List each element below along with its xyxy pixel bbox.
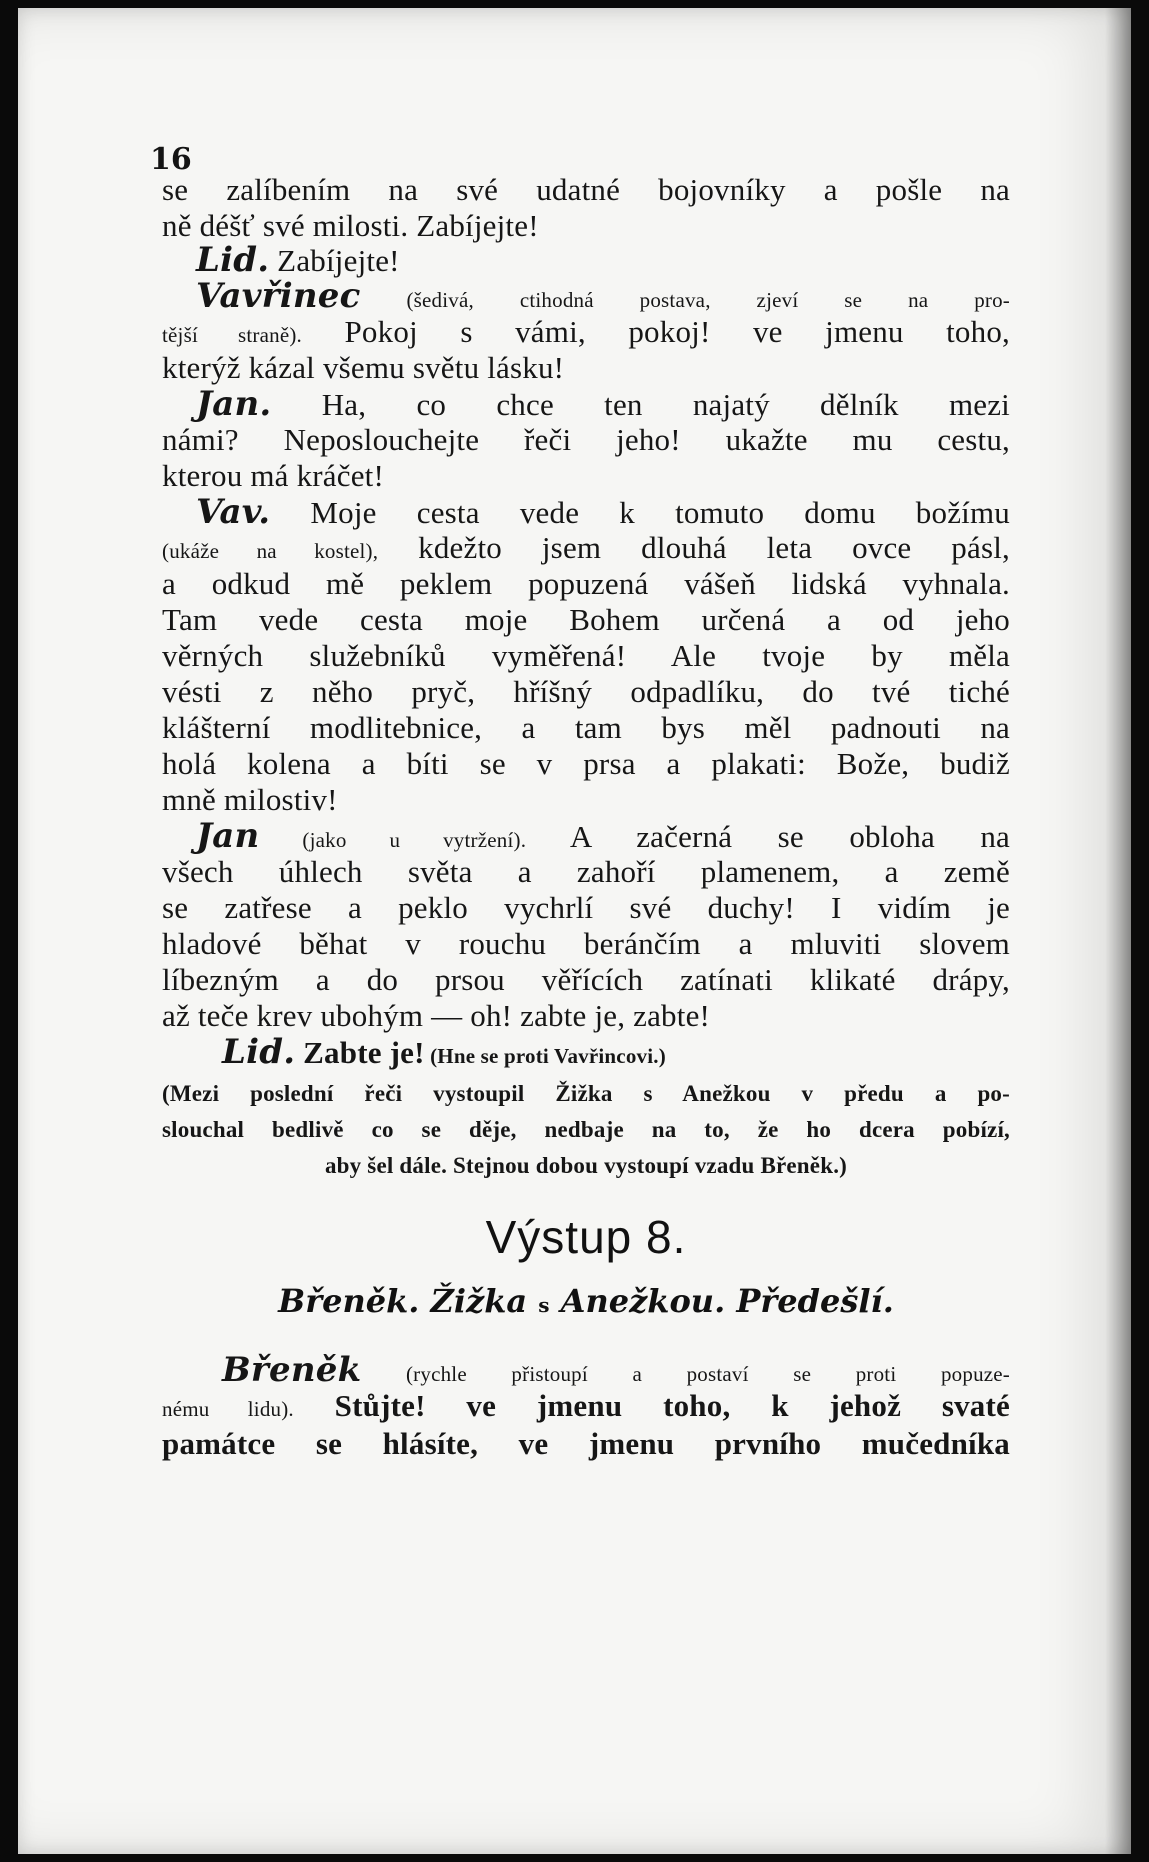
stage-direction: (jako u vytržení).: [259, 828, 527, 852]
text-line: věrných služebníků vyměřená! Ale tvoje by měla: [162, 638, 1010, 673]
stage-direction: nému lidu).: [162, 1397, 294, 1421]
speaker-label: Jan.: [196, 384, 272, 424]
text-line: ně déšť své milosti. Zabíjejte!: [162, 208, 539, 243]
text-line: líbezným a do prsou věřících zatínati klikaté drápy,: [162, 962, 1010, 997]
character-name: Předešlí.: [736, 1282, 894, 1320]
text-line: Lid. Zabíjejte!: [196, 240, 400, 280]
text-line: klášterní modlitebnice, a tam bys měl padnouti na: [162, 710, 1010, 745]
text-line: Jan (jako u vytržení). A začerná se obloha na: [196, 816, 1010, 856]
speaker-label: Vav.: [196, 492, 271, 532]
dramatis-personae: [162, 1282, 1010, 1320]
character-name: Žižka: [430, 1282, 528, 1320]
speaker-label: Lid.: [196, 240, 270, 280]
text-line: vésti z něho pryč, hříšný odpadlíku, do tvé tiché: [162, 674, 1010, 709]
text-line: [162, 1352, 1010, 1392]
stage-direction: (rychle přistoupí a postaví se proti popuze-: [361, 1362, 1010, 1386]
text-line: (ukáže na kostel), kdežto jsem dlouhá leta ovce pásl,: [162, 530, 1010, 565]
text-line: námi? Neposlouchejte řeči jeho! ukažte mu cestu,: [162, 422, 1010, 457]
stage-note-line: (Mezi poslední řeči vystoupil Žižka s Anežkou v předu a po-: [162, 1081, 1010, 1106]
speaker-label: Břeněk: [222, 1350, 362, 1390]
conjunction: s: [538, 1293, 550, 1317]
stage-direction: (Hne se proti Vavřincovi.): [424, 1044, 666, 1068]
text-line: kterou má kráčet!: [162, 458, 385, 493]
speaker-label: Jan: [196, 816, 260, 856]
text-line: tější straně). Pokoj s vámi, pokoj! ve jmenu toho,: [162, 314, 1010, 349]
character-name: Břeněk.: [278, 1282, 420, 1320]
text-line: Jan. Ha, co chce ten najatý dělník mezi: [196, 384, 1010, 424]
speaker-label: Lid.: [222, 1032, 296, 1072]
text-line: a odkud mě peklem popuzená vášeň lidská vyhnala.: [162, 566, 1010, 601]
text-line: Tam vede cesta moje Bohem určená a od jeho: [162, 602, 1010, 637]
stage-direction: (ukáže na kostel),: [162, 539, 379, 563]
text-line: se zatřese a peklo vychrlí své duchy! I vidím je: [162, 890, 1010, 925]
text-line: až teče krev ubohým — oh! zabte je, zabte!: [162, 998, 711, 1033]
stage-note-line: slouchal bedlivě co se děje, nedbaje na to, že ho dcera pobízí,: [162, 1117, 1010, 1142]
text-line: mně milostiv!: [162, 782, 338, 817]
scene-heading: Výstup 8.: [485, 1211, 687, 1263]
text-line: hladové běhat v rouchu beránčím a mluviti slovem: [162, 926, 1010, 961]
character-name: Anežkou.: [560, 1282, 726, 1320]
page-number: 16: [150, 142, 192, 177]
stage-note-line: aby šel dále. Stejnou dobou vystoupí vzadu Břeněk.): [324, 1153, 848, 1178]
text-line: památce se hlásíte, ve jmenu prvního mučedníka: [162, 1426, 1010, 1461]
text-line: Vav. Moje cesta vede k tomuto domu božímu: [196, 492, 1010, 532]
text-line: holá kolena a bíti se v prsa a plakati: Bože, budiž: [162, 746, 1010, 781]
text-line: [162, 278, 1010, 318]
page-edge-shadow: [1105, 8, 1131, 1854]
text-line: kterýž kázal všemu světu lásku!: [162, 350, 565, 385]
stage-direction: (šedivá, ctihodná postava, zjeví se na pro-: [360, 288, 1010, 312]
text-line: se zalíbením na své udatné bojovníky a pošle na: [162, 172, 1010, 207]
speaker-label: Vavřinec: [196, 276, 361, 316]
text-line: všech úhlech světa a zahoří plamenem, a země: [162, 854, 1010, 889]
stage-direction: tější straně).: [162, 323, 302, 347]
text-line: nému lidu). Stůjte! ve jmenu toho, k jehož svaté: [162, 1388, 1010, 1423]
text-line: Lid. Zabte je! (Hne se proti Vavřincovi.): [222, 1032, 666, 1072]
